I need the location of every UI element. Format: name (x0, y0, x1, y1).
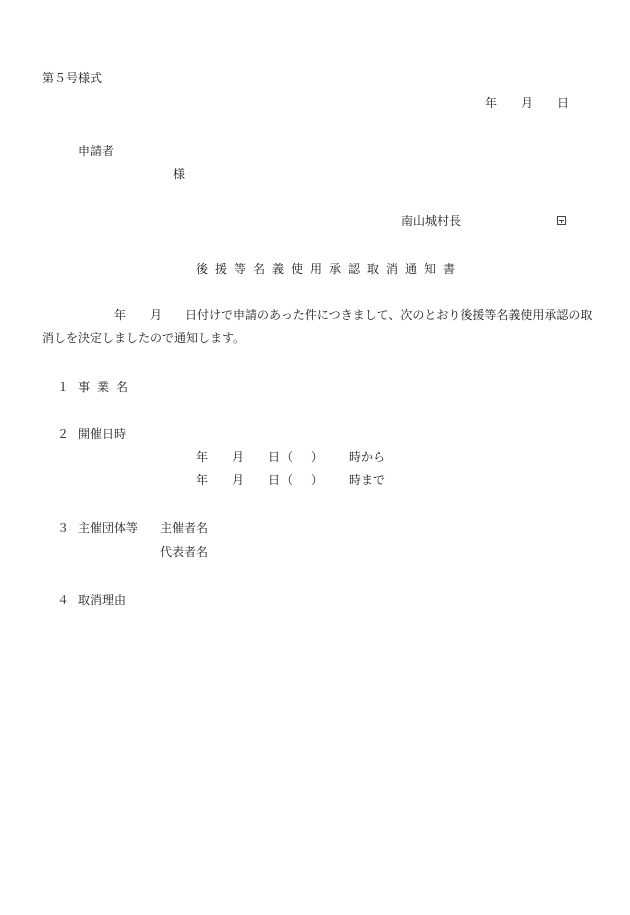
organizer-name-label: 主催者名 (160, 521, 209, 535)
start-time-suffix: 時から (349, 450, 386, 464)
start-day-label: 日 (268, 450, 281, 464)
item1-label: 事業名 (78, 380, 136, 394)
end-year-label: 年 (196, 473, 209, 487)
item1-number: １ (57, 380, 70, 394)
end-month-label: 月 (232, 473, 245, 487)
body-text-line1: 日付けで申請のあった件につきまして、次のとおり後援等名義使用承認の取 (185, 308, 593, 322)
start-paren-close: ） (311, 450, 324, 464)
body-text-line2: 消しを決定しましたので通知します。 (42, 331, 246, 345)
item4-number: ４ (57, 593, 70, 607)
start-paren-open: （ (281, 450, 294, 464)
representative-name-label: 代表者名 (160, 545, 209, 559)
applicant-honorific: 様 (173, 167, 186, 181)
item3-number: ３ (57, 521, 70, 535)
end-paren-open: （ (281, 473, 294, 487)
item3-label: 主催団体等 (78, 521, 139, 535)
document-title: 後援等名義使用承認取消通知書 (196, 262, 463, 276)
end-day-label: 日 (268, 473, 281, 487)
date-day-label: 日 (557, 96, 570, 110)
start-year-label: 年 (196, 450, 209, 464)
applicant-label: 申請者 (78, 144, 115, 158)
issuer-title: 南山城村長 (401, 214, 462, 228)
body-year-label: 年 (114, 308, 127, 322)
date-year-label: 年 (485, 96, 498, 110)
seal-stamp-icon (557, 216, 566, 225)
form-number: 第５号様式 (42, 71, 103, 85)
start-month-label: 月 (232, 450, 245, 464)
body-month-label: 月 (150, 308, 163, 322)
end-time-suffix: 時まで (349, 473, 386, 487)
item4-label: 取消理由 (78, 593, 127, 607)
item2-number: ２ (57, 427, 70, 441)
date-month-label: 月 (521, 96, 534, 110)
item2-label: 開催日時 (78, 427, 127, 441)
end-paren-close: ） (311, 473, 324, 487)
